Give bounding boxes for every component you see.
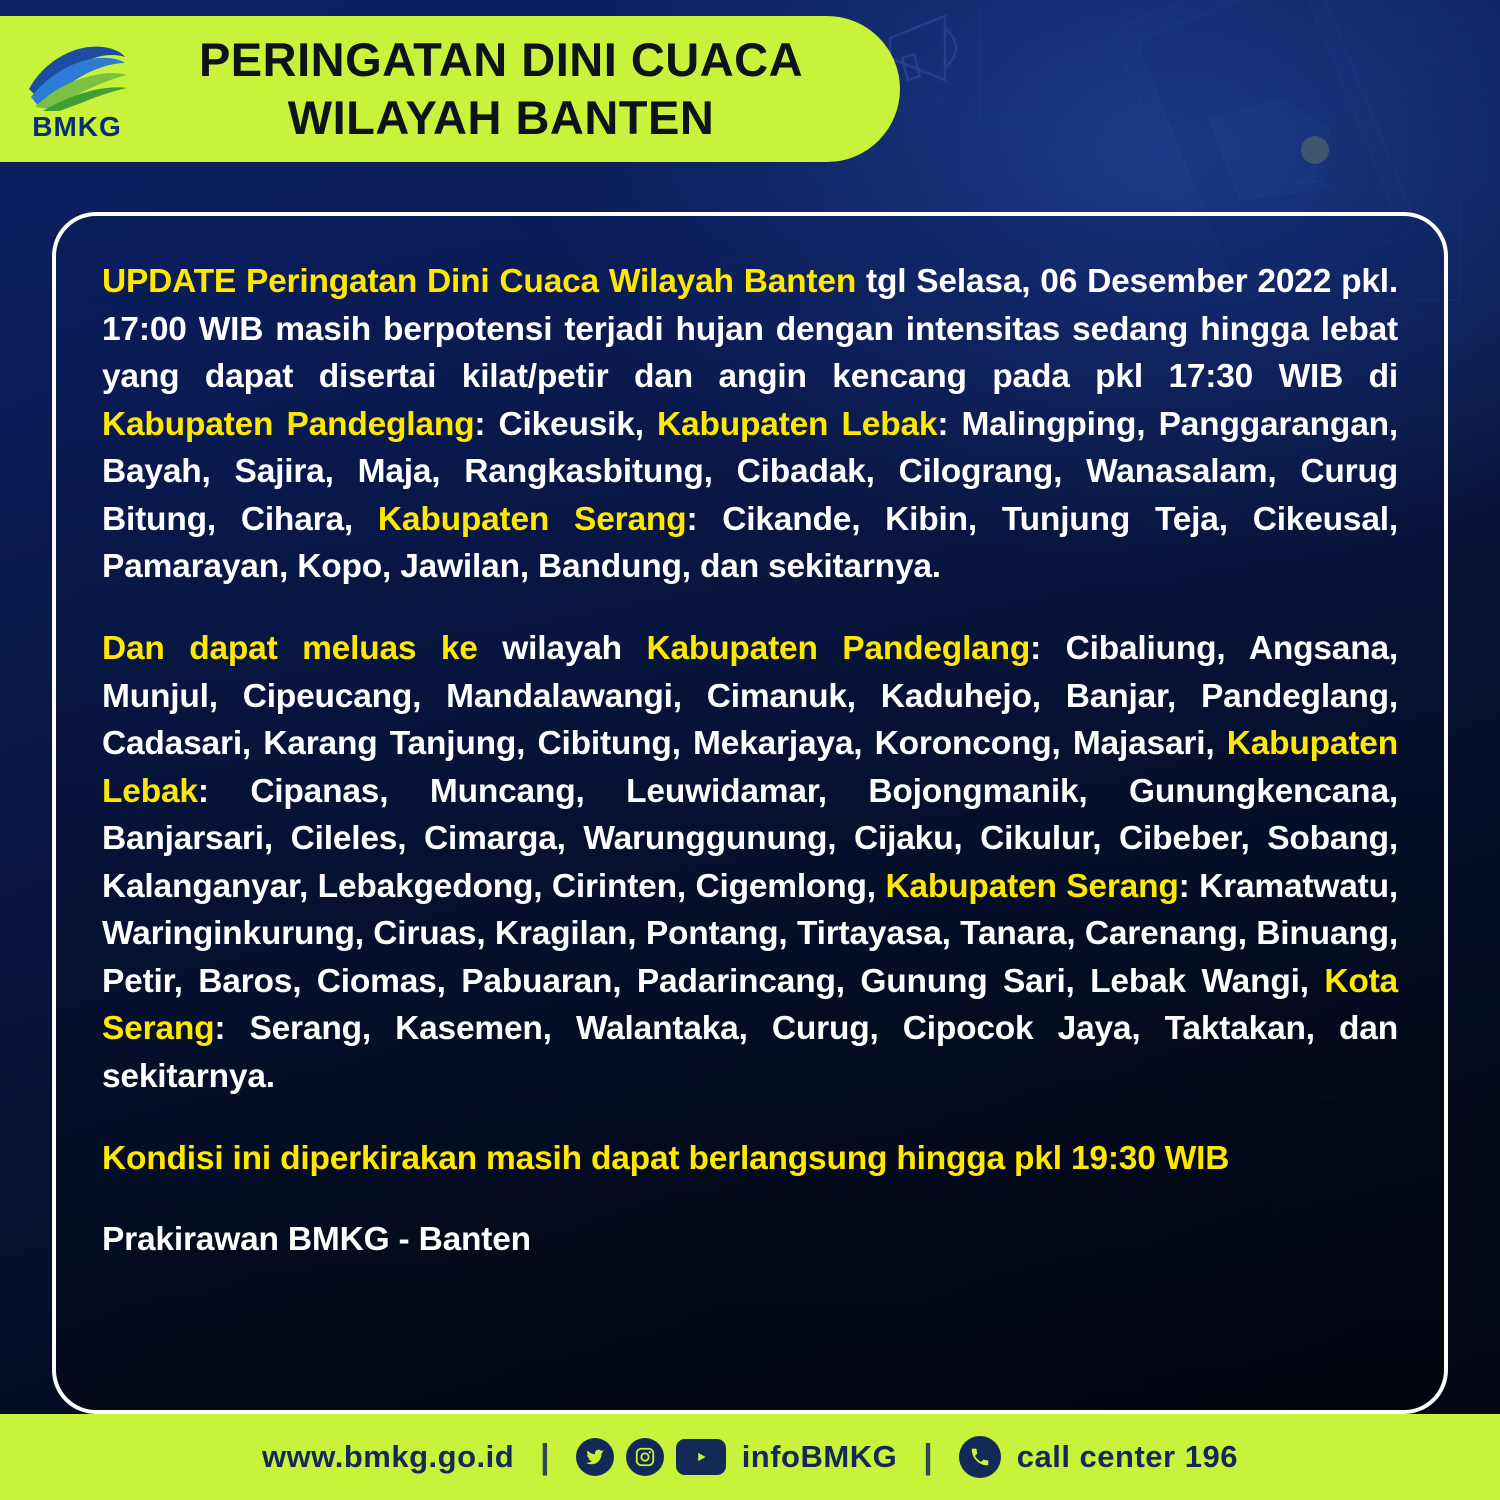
p2-seg2: wilayah xyxy=(477,629,647,667)
paragraph-expansion-area xyxy=(102,625,1398,1101)
bmkg-logo-text: BMKG xyxy=(32,111,122,142)
warning-body xyxy=(102,258,1398,1264)
social-icons xyxy=(576,1438,726,1476)
p2-seg7: Kabupaten Serang xyxy=(885,867,1179,905)
p2-seg9: Kota Serang xyxy=(102,962,1398,1048)
social-handle: infoBMKG xyxy=(741,1439,898,1474)
bmkg-logo xyxy=(12,24,142,154)
p1-seg5: Kabupaten Lebak xyxy=(657,405,938,443)
p2-seg8: : Kramatwatu, Waringinkurung, Ciruas, Kragilan, Pontang, Tirtayasa, Tanara, Carenang, Binuang, Petir, Baros, Ciomas, Pabuaran, Padarincang, Gunung Sari, Lebak Wangi, xyxy=(102,867,1399,1000)
twitter-icon[interactable] xyxy=(576,1438,614,1476)
header xyxy=(0,0,1500,176)
instagram-icon[interactable] xyxy=(626,1438,664,1476)
youtube-icon[interactable] xyxy=(676,1439,726,1475)
p2-seg1: Dan dapat meluas ke xyxy=(102,629,478,667)
p1-seg1: UPDATE Peringatan Dini Cuaca Wilayah Banten xyxy=(102,263,857,300)
page-title-line2: WILAYAH BANTEN xyxy=(287,91,715,144)
header-titles xyxy=(142,31,900,148)
p1-seg6: : Malingping, Panggarangan, Bayah, Sajira, Maja, Rangkasbitung, Cibadak, Cilograng, Wanasalam, Curug Bitung, Cihara, xyxy=(102,405,1398,538)
p2-seg5: Kabupaten Lebak xyxy=(102,725,1398,810)
bmkg-logo-icon xyxy=(25,37,129,111)
p2-seg4: : Cibaliung, Angsana, Munjul, Cipeucang, Mandalawangi, Cimanuk, Kaduhejo, Banjar, Pandeglang, Cadasari, Karang Tanjung, Cibitung, Mekarjaya, Koroncong, Majasari, xyxy=(102,629,1399,763)
footer-website[interactable]: www.bmkg.go.id xyxy=(262,1439,515,1474)
paragraph-signature: Prakirawan BMKG - Banten xyxy=(102,1221,531,1259)
call-center-text: call center 196 xyxy=(1016,1439,1238,1474)
p1-seg2: tgl Selasa, 06 Desember 2022 pkl. 17:00 WIB masih berpotensi terjadi hujan dengan intensitas sedang hingga lebat yang dapat disertai kilat/petir dan angin kencang pada pkl 17:30 WIB di xyxy=(102,263,1398,396)
p2-seg3: Kabupaten Pandeglang xyxy=(646,629,1031,667)
p1-seg3: Kabupaten Pandeglang xyxy=(102,405,475,443)
p1-seg4: : Cikeusik, xyxy=(474,405,658,443)
footer xyxy=(0,1414,1500,1500)
p2-seg6: : Cipanas, Muncang, Leuwidamar, Bojongmanik, Gunungkencana, Banjarsari, Cileles, Cimarga, Warunggunung, Cijaku, Cikulur, Cibeber, Sobang, Kalanganyar, Lebakgedong, Cirinten, Cigemlong, xyxy=(102,772,1398,905)
paragraph-duration: Kondisi ini diperkirakan masih dapat berlangsung hingga pkl 19:30 WIB xyxy=(102,1139,1230,1177)
header-pill xyxy=(0,16,900,162)
footer-social-group xyxy=(576,1438,898,1476)
footer-separator-1: | xyxy=(540,1437,550,1476)
p1-seg7: Kabupaten Serang xyxy=(377,500,687,538)
paragraph-initial-warning xyxy=(102,258,1398,591)
footer-separator-2: | xyxy=(923,1437,933,1476)
page-title-line1: PERINGATAN DINI CUACA xyxy=(198,32,804,86)
p1-seg8: : Cikande, Kibin, Tunjung Teja, Cikeusal, Pamarayan, Kopo, Jawilan, Bandung, dan sekitarnya. xyxy=(102,500,1399,586)
warning-card xyxy=(52,212,1448,1414)
footer-callcenter-group xyxy=(959,1436,1238,1478)
p2-seg10: : Serang, Kasemen, Walantaka, Curug, Cipocok Jaya, Taktakan, dan sekitarnya. xyxy=(102,1010,1398,1095)
phone-icon xyxy=(959,1436,1001,1478)
